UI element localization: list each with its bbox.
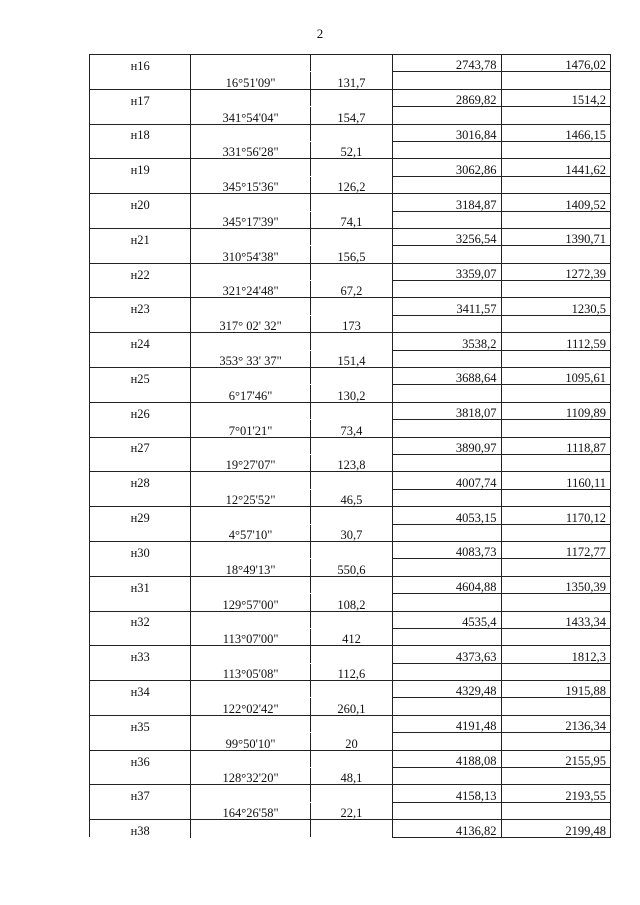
point-name: н25	[90, 368, 191, 385]
empty-length-cell	[310, 298, 392, 315]
point-row	[90, 298, 611, 315]
point-row	[90, 124, 611, 141]
point-row	[90, 368, 611, 385]
empty-length-cell	[310, 576, 392, 593]
empty-point-cell	[90, 107, 191, 124]
empty-angle-cell	[191, 472, 310, 489]
empty-point-cell	[90, 594, 191, 611]
empty-angle-cell	[191, 681, 310, 698]
empty-point-cell	[90, 281, 191, 298]
empty-point-cell	[90, 628, 191, 645]
empty-length-cell	[310, 124, 392, 141]
empty-point-cell	[90, 211, 191, 228]
empty-length-cell	[310, 437, 392, 454]
empty-length-cell	[310, 750, 392, 767]
point-x-coordinate: 4188,08	[393, 750, 501, 767]
segment-direction-angle: 12°25'52"	[191, 489, 310, 506]
point-row	[90, 646, 611, 663]
point-x-coordinate: 4083,73	[393, 541, 501, 558]
empty-point-cell	[90, 663, 191, 680]
segment-length: 48,1	[310, 768, 392, 785]
point-row	[90, 541, 611, 558]
segment-row	[90, 385, 611, 402]
empty-y-cell	[501, 385, 610, 402]
empty-y-cell	[501, 420, 610, 437]
segment-row	[90, 628, 611, 645]
point-name: н34	[90, 681, 191, 698]
point-row	[90, 611, 611, 628]
point-name: н38	[90, 820, 191, 837]
empty-length-cell	[310, 820, 392, 837]
point-y-coordinate: 1118,87	[501, 437, 610, 454]
point-name: н19	[90, 159, 191, 176]
segment-row	[90, 594, 611, 611]
segment-row	[90, 350, 611, 367]
point-row	[90, 263, 611, 280]
empty-length-cell	[310, 611, 392, 628]
point-name: н23	[90, 298, 191, 315]
empty-point-cell	[90, 420, 191, 437]
empty-y-cell	[501, 489, 610, 506]
empty-length-cell	[310, 402, 392, 419]
empty-angle-cell	[191, 263, 310, 280]
segment-length: 126,2	[310, 176, 392, 193]
empty-y-cell	[501, 663, 610, 680]
segment-direction-angle: 99°50'10"	[191, 733, 310, 750]
empty-length-cell	[310, 681, 392, 698]
segment-length: 52,1	[310, 141, 392, 158]
empty-length-cell	[310, 541, 392, 558]
empty-angle-cell	[191, 55, 310, 72]
point-y-coordinate: 1433,34	[501, 611, 610, 628]
point-x-coordinate: 4604,88	[393, 576, 501, 593]
point-name: н37	[90, 785, 191, 802]
empty-y-cell	[501, 698, 610, 715]
segment-length: 550,6	[310, 559, 392, 576]
segment-direction-angle: 122°02'42"	[191, 698, 310, 715]
empty-y-cell	[501, 628, 610, 645]
point-x-coordinate: 3411,57	[393, 298, 501, 315]
empty-point-cell	[90, 559, 191, 576]
point-row	[90, 576, 611, 593]
point-y-coordinate: 2199,48	[501, 820, 610, 837]
empty-angle-cell	[191, 368, 310, 385]
point-row	[90, 194, 611, 211]
segment-row	[90, 768, 611, 785]
segment-direction-angle: 310°54'38"	[191, 246, 310, 263]
point-row	[90, 159, 611, 176]
empty-y-cell	[501, 454, 610, 471]
point-y-coordinate: 1476,02	[501, 55, 610, 72]
segment-direction-angle: 16°51'09"	[191, 72, 310, 89]
point-name: н33	[90, 646, 191, 663]
empty-x-cell	[393, 176, 501, 193]
point-x-coordinate: 4007,74	[393, 472, 501, 489]
point-x-coordinate: 3184,87	[393, 194, 501, 211]
segment-row	[90, 246, 611, 263]
page-number: 2	[316, 26, 324, 41]
point-y-coordinate: 1409,52	[501, 194, 610, 211]
segment-length: 67,2	[310, 281, 392, 298]
point-y-coordinate: 1812,3	[501, 646, 610, 663]
point-y-coordinate: 1172,77	[501, 541, 610, 558]
point-y-coordinate: 1109,89	[501, 402, 610, 419]
segment-direction-angle: 18°49'13"	[191, 559, 310, 576]
point-x-coordinate: 3818,07	[393, 402, 501, 419]
point-x-coordinate: 3256,54	[393, 228, 501, 245]
point-row	[90, 89, 611, 106]
point-y-coordinate: 1915,88	[501, 681, 610, 698]
point-row	[90, 333, 611, 350]
segment-length: 20	[310, 733, 392, 750]
empty-y-cell	[501, 802, 610, 819]
empty-x-cell	[393, 768, 501, 785]
point-x-coordinate: 4191,48	[393, 715, 501, 732]
segment-row	[90, 211, 611, 228]
segment-row	[90, 141, 611, 158]
empty-x-cell	[393, 107, 501, 124]
point-name: н16	[90, 55, 191, 72]
point-y-coordinate: 2193,55	[501, 785, 610, 802]
point-y-coordinate: 1160,11	[501, 472, 610, 489]
empty-point-cell	[90, 698, 191, 715]
point-y-coordinate: 2136,34	[501, 715, 610, 732]
segment-row	[90, 176, 611, 193]
point-row	[90, 750, 611, 767]
point-y-coordinate: 1112,59	[501, 333, 610, 350]
point-row	[90, 785, 611, 802]
point-x-coordinate: 2869,82	[393, 89, 501, 106]
empty-x-cell	[393, 628, 501, 645]
point-x-coordinate: 3062,86	[393, 159, 501, 176]
empty-x-cell	[393, 733, 501, 750]
point-name: н24	[90, 333, 191, 350]
empty-x-cell	[393, 350, 501, 367]
empty-x-cell	[393, 420, 501, 437]
empty-point-cell	[90, 72, 191, 89]
empty-point-cell	[90, 524, 191, 541]
point-row	[90, 715, 611, 732]
empty-point-cell	[90, 489, 191, 506]
point-name: н29	[90, 507, 191, 524]
segment-direction-angle: 321°24'48"	[191, 281, 310, 298]
point-name: н26	[90, 402, 191, 419]
segment-length: 412	[310, 628, 392, 645]
segment-row	[90, 524, 611, 541]
empty-y-cell	[501, 350, 610, 367]
empty-x-cell	[393, 802, 501, 819]
point-y-coordinate: 1514,2	[501, 89, 610, 106]
point-x-coordinate: 4136,82	[393, 820, 501, 837]
segment-direction-angle: 353° 33' 37"	[191, 350, 310, 367]
point-x-coordinate: 3688,64	[393, 368, 501, 385]
point-y-coordinate: 1095,61	[501, 368, 610, 385]
empty-y-cell	[501, 246, 610, 263]
point-row	[90, 681, 611, 698]
empty-length-cell	[310, 55, 392, 72]
point-name: н32	[90, 611, 191, 628]
point-x-coordinate: 3890,97	[393, 437, 501, 454]
segment-row	[90, 489, 611, 506]
empty-angle-cell	[191, 194, 310, 211]
segment-length: 260,1	[310, 698, 392, 715]
point-x-coordinate: 3538,2	[393, 333, 501, 350]
point-x-coordinate: 4053,15	[393, 507, 501, 524]
empty-x-cell	[393, 211, 501, 228]
coordinates-table-body	[90, 55, 611, 838]
point-row	[90, 228, 611, 245]
point-name: н36	[90, 750, 191, 767]
empty-angle-cell	[191, 402, 310, 419]
empty-y-cell	[501, 211, 610, 228]
empty-x-cell	[393, 594, 501, 611]
segment-row	[90, 698, 611, 715]
segment-length: 154,7	[310, 107, 392, 124]
segment-length: 108,2	[310, 594, 392, 611]
empty-y-cell	[501, 141, 610, 158]
segment-row	[90, 733, 611, 750]
empty-x-cell	[393, 385, 501, 402]
segment-direction-angle: 317° 02' 32"	[191, 315, 310, 332]
empty-y-cell	[501, 733, 610, 750]
segment-length: 74,1	[310, 211, 392, 228]
empty-angle-cell	[191, 89, 310, 106]
segment-length: 156,5	[310, 246, 392, 263]
segment-direction-angle: 345°17'39"	[191, 211, 310, 228]
empty-length-cell	[310, 646, 392, 663]
empty-x-cell	[393, 559, 501, 576]
segment-length: 130,2	[310, 385, 392, 402]
empty-point-cell	[90, 246, 191, 263]
point-y-coordinate: 1230,5	[501, 298, 610, 315]
empty-y-cell	[501, 176, 610, 193]
point-row	[90, 472, 611, 489]
segment-row	[90, 281, 611, 298]
empty-length-cell	[310, 159, 392, 176]
empty-y-cell	[501, 524, 610, 541]
segment-length: 112,6	[310, 663, 392, 680]
empty-y-cell	[501, 559, 610, 576]
empty-point-cell	[90, 768, 191, 785]
segment-row	[90, 802, 611, 819]
empty-length-cell	[310, 368, 392, 385]
empty-point-cell	[90, 454, 191, 471]
segment-direction-angle: 345°15'36"	[191, 176, 310, 193]
segment-length: 131,7	[310, 72, 392, 89]
empty-y-cell	[501, 281, 610, 298]
segment-direction-angle: 4°57'10"	[191, 524, 310, 541]
segment-direction-angle: 128°32'20"	[191, 768, 310, 785]
empty-point-cell	[90, 315, 191, 332]
empty-point-cell	[90, 733, 191, 750]
segment-direction-angle: 129°57'00"	[191, 594, 310, 611]
segment-direction-angle: 164°26'58"	[191, 802, 310, 819]
empty-length-cell	[310, 194, 392, 211]
boundary-coordinates-table	[89, 54, 611, 838]
empty-angle-cell	[191, 124, 310, 141]
segment-direction-angle: 113°07'00"	[191, 628, 310, 645]
point-x-coordinate: 3359,07	[393, 263, 501, 280]
point-row	[90, 402, 611, 419]
empty-angle-cell	[191, 820, 310, 837]
point-name: н17	[90, 89, 191, 106]
empty-point-cell	[90, 385, 191, 402]
empty-angle-cell	[191, 228, 310, 245]
empty-angle-cell	[191, 333, 310, 350]
empty-x-cell	[393, 698, 501, 715]
point-y-coordinate: 2155,95	[501, 750, 610, 767]
segment-length: 46,5	[310, 489, 392, 506]
point-row	[90, 437, 611, 454]
empty-length-cell	[310, 472, 392, 489]
segment-row	[90, 72, 611, 89]
segment-direction-angle: 341°54'04"	[191, 107, 310, 124]
segment-row	[90, 663, 611, 680]
empty-angle-cell	[191, 611, 310, 628]
segment-length: 73,4	[310, 420, 392, 437]
point-y-coordinate: 1170,12	[501, 507, 610, 524]
point-name: н21	[90, 228, 191, 245]
empty-point-cell	[90, 141, 191, 158]
empty-angle-cell	[191, 750, 310, 767]
segment-length: 30,7	[310, 524, 392, 541]
empty-angle-cell	[191, 437, 310, 454]
empty-length-cell	[310, 333, 392, 350]
empty-length-cell	[310, 263, 392, 280]
point-row	[90, 55, 611, 72]
point-row	[90, 507, 611, 524]
point-y-coordinate: 1350,39	[501, 576, 610, 593]
empty-y-cell	[501, 315, 610, 332]
segment-row	[90, 559, 611, 576]
empty-point-cell	[90, 176, 191, 193]
empty-x-cell	[393, 281, 501, 298]
segment-direction-angle: 6°17'46"	[191, 385, 310, 402]
empty-length-cell	[310, 715, 392, 732]
empty-angle-cell	[191, 646, 310, 663]
empty-length-cell	[310, 785, 392, 802]
point-y-coordinate: 1390,71	[501, 228, 610, 245]
segment-row	[90, 420, 611, 437]
empty-angle-cell	[191, 298, 310, 315]
empty-point-cell	[90, 802, 191, 819]
segment-length: 173	[310, 315, 392, 332]
empty-x-cell	[393, 72, 501, 89]
point-x-coordinate: 3016,84	[393, 124, 501, 141]
empty-angle-cell	[191, 576, 310, 593]
empty-length-cell	[310, 228, 392, 245]
empty-x-cell	[393, 246, 501, 263]
point-x-coordinate: 4158,13	[393, 785, 501, 802]
point-name: н20	[90, 194, 191, 211]
segment-direction-angle: 331°56'28"	[191, 141, 310, 158]
point-x-coordinate: 4373,63	[393, 646, 501, 663]
empty-y-cell	[501, 72, 610, 89]
segment-direction-angle: 113°05'08"	[191, 663, 310, 680]
point-y-coordinate: 1466,15	[501, 124, 610, 141]
point-name: н28	[90, 472, 191, 489]
empty-x-cell	[393, 663, 501, 680]
empty-angle-cell	[191, 541, 310, 558]
empty-y-cell	[501, 107, 610, 124]
point-name: н27	[90, 437, 191, 454]
point-name: н30	[90, 541, 191, 558]
empty-angle-cell	[191, 159, 310, 176]
point-name: н18	[90, 124, 191, 141]
empty-length-cell	[310, 507, 392, 524]
point-y-coordinate: 1441,62	[501, 159, 610, 176]
point-name: н31	[90, 576, 191, 593]
empty-y-cell	[501, 768, 610, 785]
point-name: н22	[90, 263, 191, 280]
empty-point-cell	[90, 350, 191, 367]
empty-angle-cell	[191, 507, 310, 524]
segment-length: 123,8	[310, 454, 392, 471]
point-y-coordinate: 1272,39	[501, 263, 610, 280]
point-name: н35	[90, 715, 191, 732]
point-x-coordinate: 2743,78	[393, 55, 501, 72]
empty-y-cell	[501, 594, 610, 611]
point-x-coordinate: 4535,4	[393, 611, 501, 628]
segment-length: 151,4	[310, 350, 392, 367]
segment-direction-angle: 7°01'21"	[191, 420, 310, 437]
empty-x-cell	[393, 489, 501, 506]
point-row	[90, 820, 611, 837]
empty-x-cell	[393, 454, 501, 471]
empty-x-cell	[393, 524, 501, 541]
empty-x-cell	[393, 315, 501, 332]
segment-row	[90, 315, 611, 332]
segment-row	[90, 107, 611, 124]
empty-angle-cell	[191, 785, 310, 802]
empty-x-cell	[393, 141, 501, 158]
empty-angle-cell	[191, 715, 310, 732]
empty-length-cell	[310, 89, 392, 106]
point-x-coordinate: 4329,48	[393, 681, 501, 698]
segment-row	[90, 454, 611, 471]
segment-direction-angle: 19°27'07"	[191, 454, 310, 471]
segment-length: 22,1	[310, 802, 392, 819]
